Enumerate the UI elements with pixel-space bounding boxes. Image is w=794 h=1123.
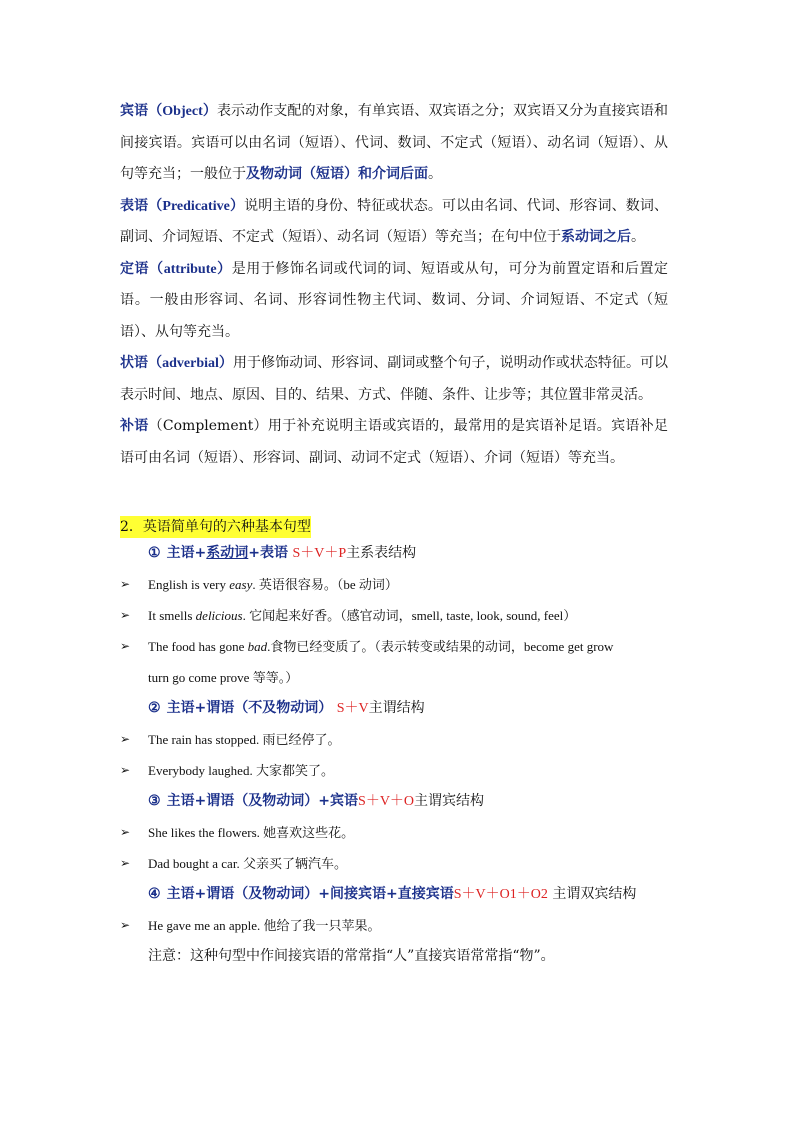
pattern-label: 主语+谓语（及物动词）+宾语: [166, 793, 359, 809]
example-item: ➢ He gave me an apple. 他给了我一只苹果。: [120, 910, 668, 941]
paragraph-text-end: 。: [631, 229, 645, 245]
arrow-bullet-icon: ➢: [120, 732, 131, 746]
paragraph-text: 是用于修饰名词或代词的词、短语或从句，可分为前置定语和后置定语。一般由形容词、名词、形容词性物主代词、数词、分词、介词短语、不定式（短语）、从句等充当。: [120, 260, 669, 340]
pattern-number: ④: [148, 886, 161, 902]
note-text: 注意：这种句型中作间接宾语的常常指“人”直接宾语常常指“物”。: [148, 948, 555, 964]
example-item: ➢ Everybody laughed. 大家都笑了。: [120, 755, 668, 786]
paragraph-text: 表示动作支配的对象，有单宾语、双宾语之分；双宾语又分为直接宾语和间接宾语。宾语可以由名词（短语）、代词、数词、不定式（短语）、动名词（短语）、从句等充当；一般位于: [120, 103, 669, 182]
term-close: ）: [218, 355, 233, 371]
paragraph-text: 用于修饰动词、形容词、副词或整个句子，说明动作或状态特征。可以表示时间、地点、原因、目的、结果、方式、伴随、条件、让步等；其位置非常灵活。: [120, 355, 669, 403]
pattern-desc: 主谓宾结构: [414, 793, 485, 809]
pattern-label: 主语+谓语（不及物动词）: [166, 700, 333, 716]
term-english: Predicative: [162, 198, 230, 214]
example-item: ➢ The rain has stopped. 雨已经停了。: [120, 724, 668, 755]
arrow-bullet-icon: ➢: [120, 608, 131, 622]
pattern-formula: S＋V＋O: [358, 794, 415, 809]
arrow-bullet-icon: ➢: [120, 577, 131, 591]
term-english: adverbial: [162, 356, 219, 371]
pattern-4-title: [120, 879, 668, 910]
pattern-label-end: +表语: [248, 545, 289, 561]
term-label: 宾语（: [120, 103, 163, 119]
example-item: ➢ English is very easy. 英语很容易。（be 动词）: [120, 569, 668, 600]
pattern-label-linking-verb: 系动词: [206, 545, 249, 561]
pattern-desc: 主谓双宾结构: [552, 886, 637, 902]
term-english: attribute: [163, 261, 217, 277]
pattern-formula: S＋V＋O1＋O2: [453, 887, 548, 902]
term-label: 补语: [120, 418, 149, 434]
arrow-bullet-icon: ➢: [120, 918, 131, 932]
pattern-desc: 主谓结构: [368, 700, 425, 716]
term-close: ）: [216, 260, 232, 277]
highlight-text: 系动词之后: [561, 229, 631, 245]
example-item-continued: turn go come prove 等等。）: [148, 670, 299, 685]
pattern-formula: S＋V: [336, 701, 369, 716]
pattern-number: ③: [148, 793, 161, 809]
arrow-bullet-icon: ➢: [120, 763, 131, 777]
paragraph-predicative: [120, 191, 668, 254]
section-heading: 2．英语简单句的六种基本句型: [120, 516, 311, 538]
document-page: [120, 96, 668, 972]
pattern-2-title: [120, 693, 668, 724]
example-item: ➢ It smells delicious. 它闻起来好香。（感官动词，smell, taste, look, sound, feel）: [120, 600, 668, 631]
arrow-bullet-icon: ➢: [120, 639, 131, 653]
pattern-1-title: [120, 538, 668, 569]
term-label: 表语（: [120, 197, 163, 214]
pattern-number: ①: [148, 545, 161, 561]
pattern-label: 主语+: [166, 545, 207, 561]
example-item: ➢ Dad bought a car. 父亲买了辆汽车。: [120, 848, 668, 879]
pattern-3-title: [120, 786, 668, 817]
paragraph-complement: [120, 411, 668, 474]
arrow-bullet-icon: ➢: [120, 825, 131, 839]
term-close: ）: [229, 197, 245, 214]
example-item: ➢ The food has gone bad.食物已经变质了。（表示转变或结果的动词，become get grow: [120, 631, 668, 662]
paragraph-text: 说明主语的身份、特征或状态。可以由名词、代词、形容词、数词、副词、介词短语、不定式（短语）、动名词（短语）等充当；在句中位于: [120, 197, 669, 245]
paragraph-text: （Complement）用于补充说明主语或宾语的，最常用的是宾语补足语。宾语补足语可由名词（短语）、形容词、副词、动词不定式（短语）、介词（短语）等充当。: [120, 418, 669, 466]
example-item: ➢ She likes the flowers. 她喜欢这些花。: [120, 817, 668, 848]
paragraph-text-end: 。: [428, 166, 442, 182]
paragraph-object: [120, 96, 668, 191]
paragraph-attribute: [120, 254, 668, 349]
pattern-number: ②: [148, 700, 161, 716]
pattern-formula: S＋V＋P: [292, 546, 347, 561]
term-label: 定语（: [120, 260, 164, 277]
pattern-desc: 主系表结构: [346, 545, 417, 561]
term-label: 状语（: [120, 355, 163, 371]
paragraph-adverbial: [120, 348, 668, 411]
highlight-text: 及物动词（短语）和介词后面: [246, 166, 428, 182]
pattern-label: 主语+谓语（及物动词）+间接宾语+直接宾语: [166, 886, 454, 902]
arrow-bullet-icon: ➢: [120, 856, 131, 870]
term-english: Object: [162, 104, 203, 119]
term-close: ）: [202, 103, 217, 119]
